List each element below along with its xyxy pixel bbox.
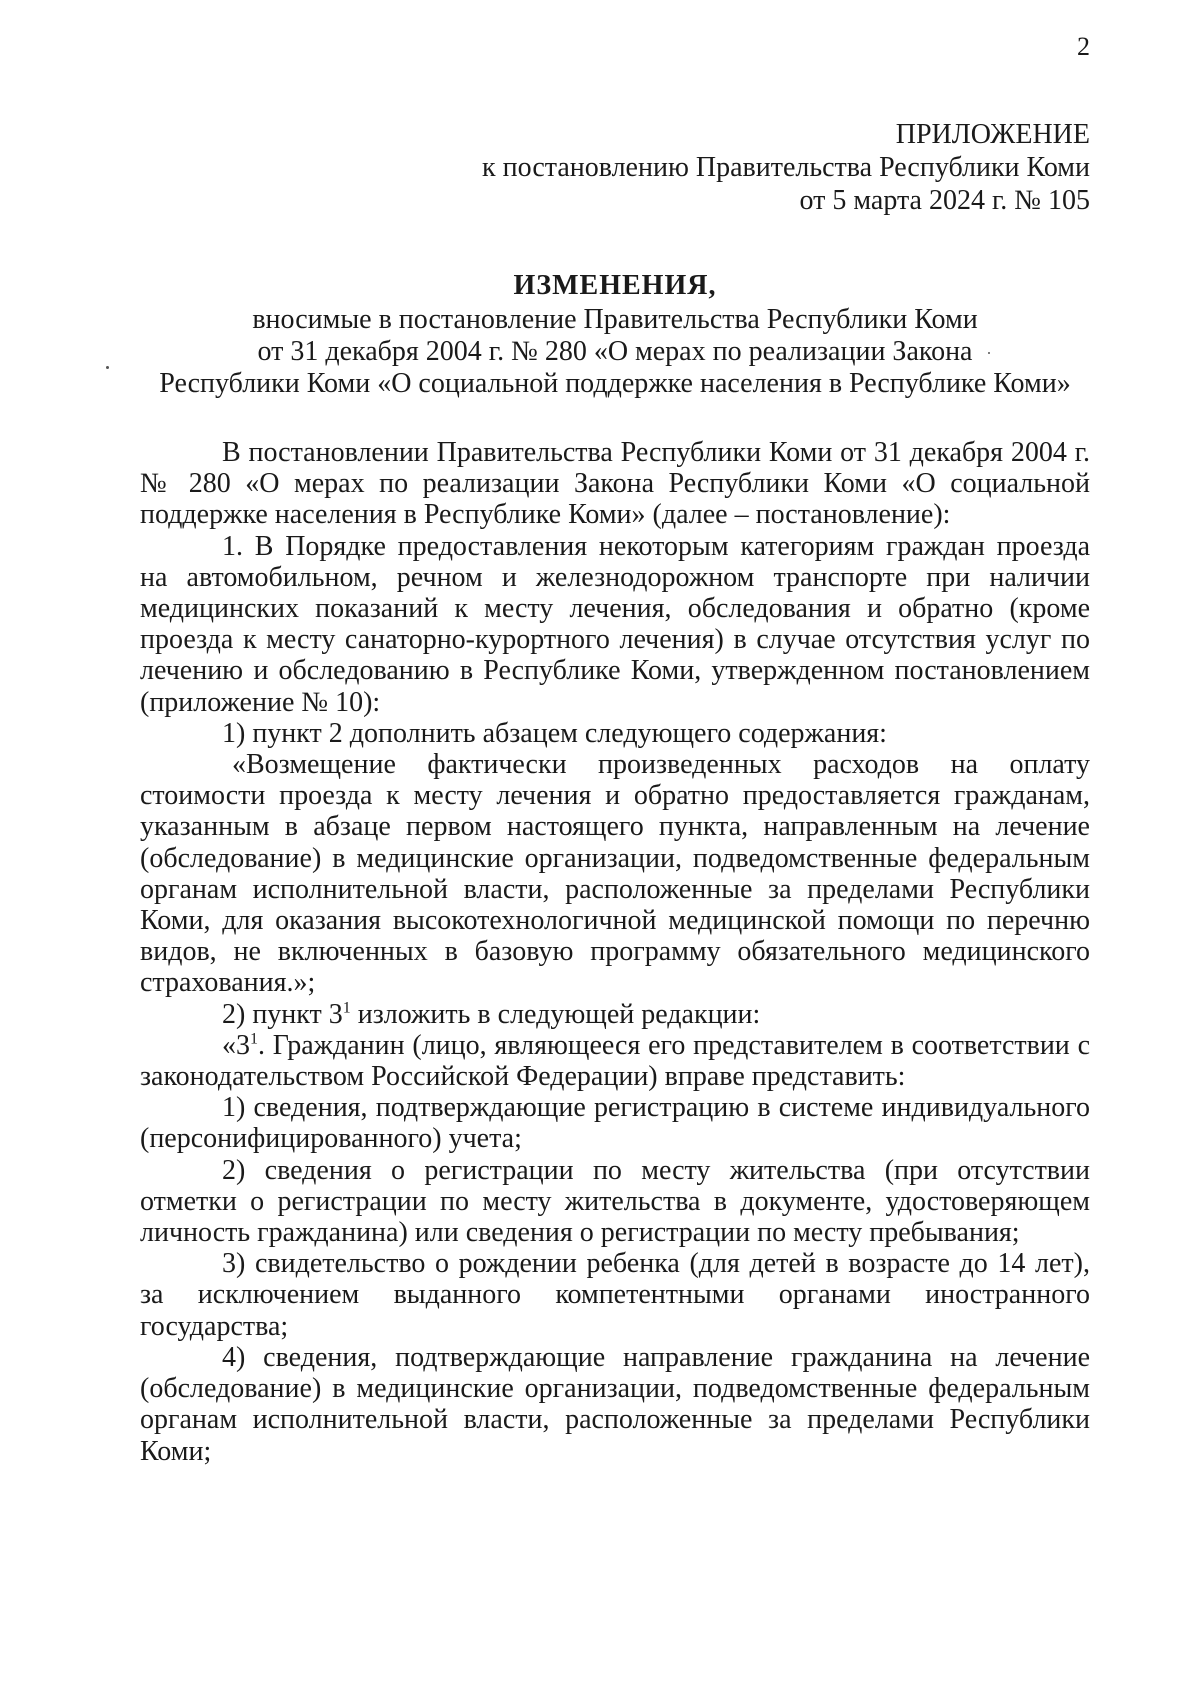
list-item-2: 2) сведения о регистрации по месту жительства (при отсутствии отметки о регистрации по месту жительства в документе, удостоверяющем личность гражданина) или сведения о регистрации по месту пребывания; [140,1154,1090,1249]
title-line-1: вносимые в постановление Правительства Республики Коми [252,304,978,335]
paragraph-item-1: 1. В Порядке предоставления некоторым категориям граждан проезда на автомобильном, речном и железнодорожном транспорте при наличии медицинских показаний к месту лечения, обследования и обратно (кроме проезда к месту санаторно-курортного лечения) в случае отсутствия услуг по лечению и обследованию в Республике Коми, утвержденном постановлением (приложение № 10): [140,530,1090,718]
paragraph-intro: В постановлении Правительства Республики Коми от 31 декабря 2004 г. № 280 «О мерах по реализации Закона Республики Коми «О социальной поддержке населения в Республике Коми» (далее – постановление): [140,437,1090,531]
list-item-1: 1) сведения, подтверждающие регистрацию в системе индивидуального (персонифицированного) учета; [140,1092,1090,1155]
annex-label: ПРИЛОЖЕНИЕ [895,119,1090,150]
paragraph-quote-2 [140,1030,1090,1092]
list-item-4: 4) сведения, подтверждающие направление гражданина на лечение (обследование) в медицинские организации, подведомственные федеральным органам исполнительной власти, расположенные за пределами Республики Коми; [140,1341,1090,1467]
annex-header [482,118,1090,217]
list-item-3: 3) свидетельство о рождении ребенка (для детей в возрасте до 14 лет), за исключением выданного компетентными органами иностранного государства; [140,1248,1090,1342]
quote-2-superscript: 1 [250,1030,258,1048]
document-title: ИЗМЕНЕНИЯ, [513,270,717,301]
page-number: 2 [1077,32,1090,61]
annex-line-2: к постановлению Правительства Республики Коми [482,152,1090,183]
document-body [140,437,1090,1467]
subitem-2-superscript: 1 [342,999,351,1017]
paragraph-quote-1: «Возмещение фактически произведенных расходов на оплату стоимости проезда к месту лечения и обратно предоставляется гражданам, указанным в абзаце первом настоящего пункта, направленным на лечение (обследование) в медицинские организации, подведомственные федеральным органам исполнительной власти, расположенные за пределами Республики Коми, для оказания высокотехнологичной медицинской помощи по перечню видов, не включенных в базовую программу обязательного медицинского страхования.»; [140,749,1090,999]
title-line-2: от 31 декабря 2004 г. № 280 «О мерах по реализации Закона [257,336,973,367]
title-line-3: Республики Коми «О социальной поддержке населения в Республике Коми» [159,368,1071,399]
scan-speck [106,366,109,369]
subitem-2-text-before: 2) пункт 3 [222,998,343,1030]
quote-2-text-before: «3 [222,1029,250,1061]
paragraph-subitem-1: 1) пункт 2 дополнить абзацем следующего содержания: [222,717,887,749]
scan-speck [988,352,990,354]
annex-line-3: от 5 марта 2024 г. № 105 [799,185,1090,216]
paragraph-subitem-2 [140,999,1090,1030]
quote-2-text-after: . Гражданин (лицо, являющееся его представителем в соответствии с законодательством Российской Федерации) вправе представить: [140,1029,1090,1093]
document-title-block [140,270,1090,400]
subitem-2-text-after: изложить в следующей редакции: [350,998,761,1030]
